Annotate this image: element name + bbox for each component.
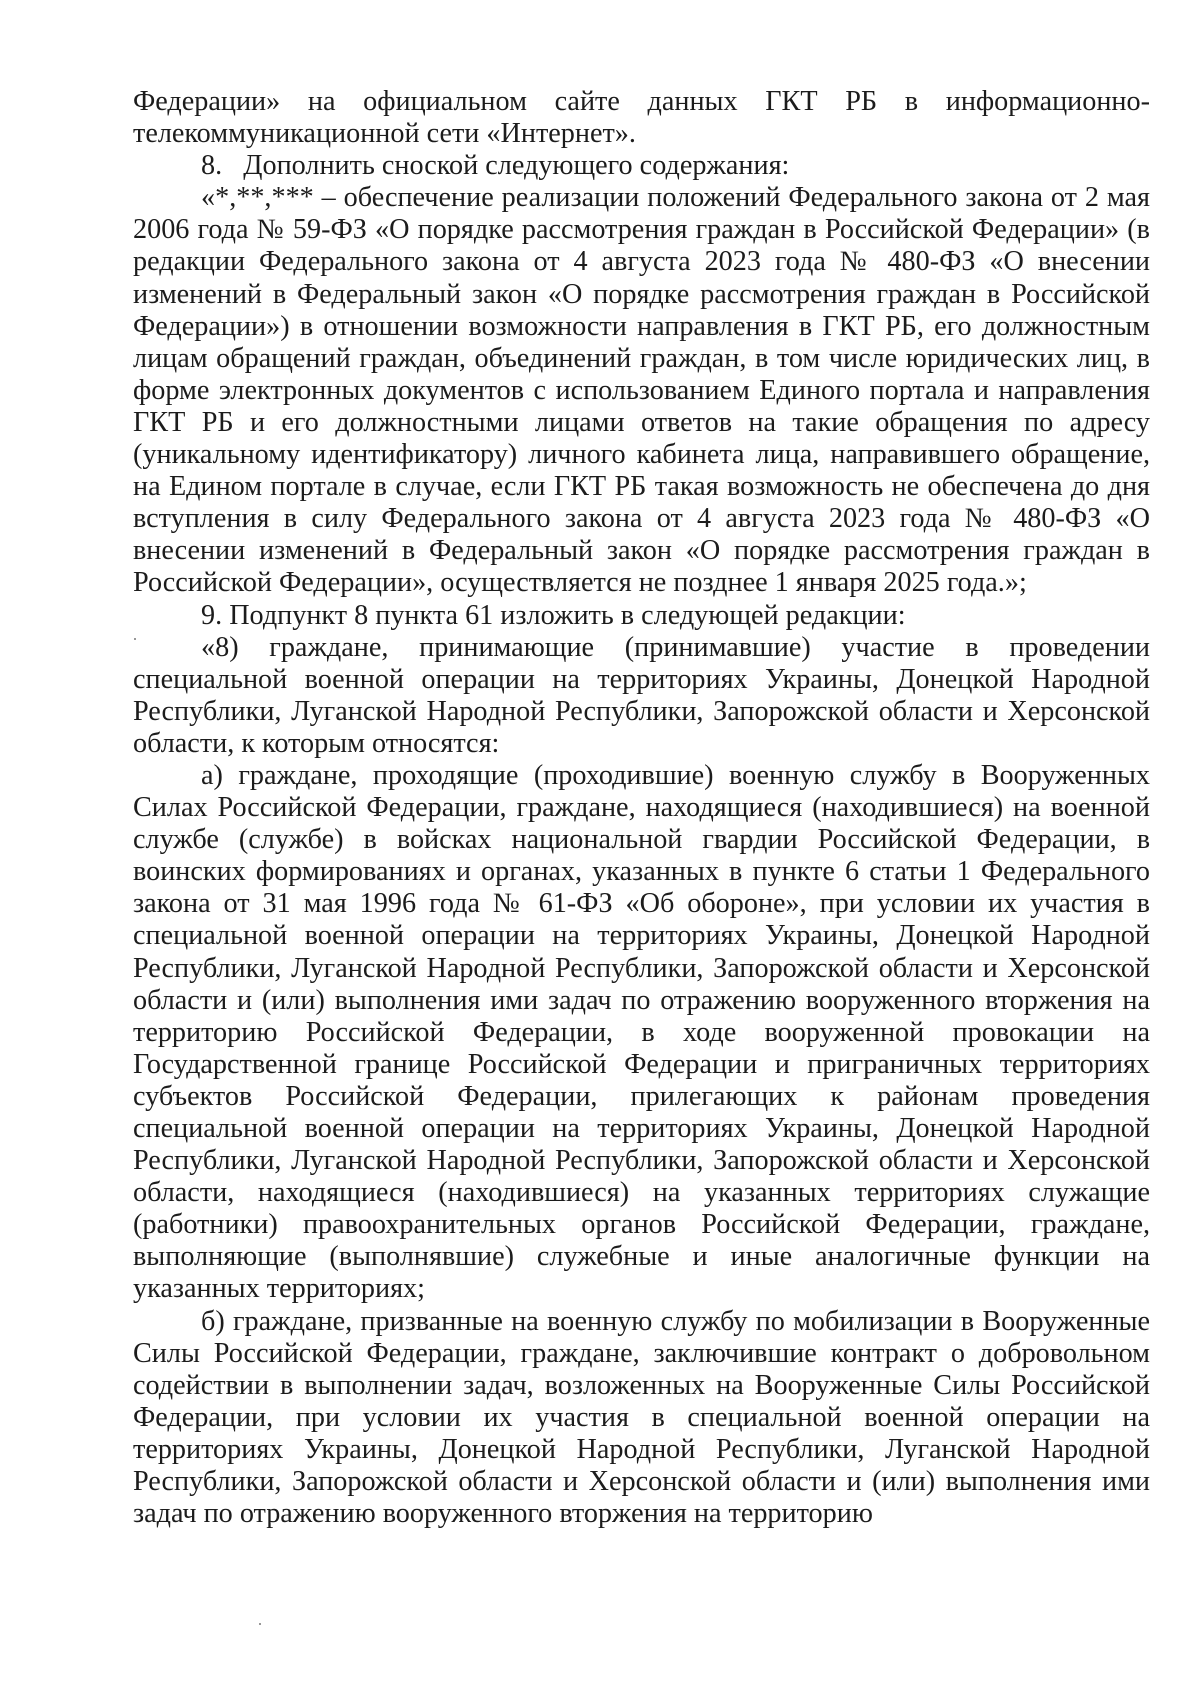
paragraph-continuation: Федерации» на официальном сайте данных ГКТ РБ в информационно-телекоммуникационной сети «Интернет». [133, 86, 1150, 150]
scan-speck [259, 1623, 261, 1625]
paragraph-item-9: 9. Подпункт 8 пункта 61 изложить в следующей редакции: [201, 599, 906, 631]
paragraph-subitem-b: б) граждане, призванные на военную службу по мобилизации в Вооруженные Силы Российской Федерации, граждане, заключившие контракт о добровольном содействии в выполнении задач, возложенных на Вооруженные Силы Российской Федерации, при условии их участия в специальной военной операции на территориях Украины, Донецкой Народной Республики, Луганской Народной Республики, Запорожской области и Херсонской области и (или) выполнения ими задач по отражению вооруженного вторжения на территорию [133, 1305, 1150, 1530]
paragraph-item-8: 8. Дополнить сноской следующего содержания: [201, 150, 790, 182]
scan-speck [134, 638, 136, 640]
paragraph-footnote-text: «*,**,*** – обеспечение реализации положений Федерального закона от 2 мая 2006 года № 59-ФЗ «О порядке рассмотрения граждан в Российской Федерации» (в редакции Федерального закона от 4 августа 2023 года № 480-ФЗ «О внесении изменений в Федеральный закон «О порядке рассмотрения граждан в Российской Федерации») в отношении возможности направления в ГКТ РБ, его должностным лицам обращений граждан, объединений граждан, в том числе юридических лиц, в форме электронных документов с использованием Единого портала и направления ГКТ РБ и его должностными лицами ответов на такие обращения по адресу (уникальному идентификатору) личного кабинета лица, направившего обращение, на Едином портале в случае, если ГКТ РБ такая возможность не обеспечена до дня вступления в силу Федерального закона от 4 августа 2023 года № 480-ФЗ «О внесении изменений в Федеральный закон «О порядке рассмотрения граждан в Российской Федерации», осуществляется не позднее 1 января 2025 года.»; [133, 182, 1150, 599]
paragraph-subitem-a: а) граждане, проходящие (проходившие) военную службу в Вооруженных Силах Российской Федерации, граждане, находящиеся (находившиеся) на военной службе (службе) в войсках национальной гвардии Российской Федерации, в воинских формированиях и органах, указанных в пункте 6 статьи 1 Федерального закона от 31 мая 1996 года № 61-ФЗ «Об обороне», при условии их участия в специальной военной операции на территориях Украины, Донецкой Народной Республики, Луганской Народной Республики, Запорожской области и Херсонской области и (или) выполнения ими задач по отражению вооруженного вторжения на территорию Российской Федерации, в ходе вооруженной провокации на Государственной границе Российской Федерации и приграничных территориях субъектов Российской Федерации, прилегающих к районам проведения специальной военной операции на территориях Украины, Донецкой Народной Республики, Луганской Народной Республики, Запорожской области и Херсонской области, находящиеся (находившиеся) на указанных территориях служащие (работники) правоохранительных органов Российской Федерации, граждане, выполняющие (выполнявшие) служебные и иные аналогичные функции на указанных территориях; [133, 759, 1150, 1305]
paragraph-subitem-8: «8) граждане, принимающие (принимавшие) участие в проведении специальной военной операции на территориях Украины, Донецкой Народной Республики, Луганской Народной Республики, Запорожской области и Херсонской области, к которым относятся: [133, 631, 1150, 759]
document-body [133, 86, 1150, 1530]
